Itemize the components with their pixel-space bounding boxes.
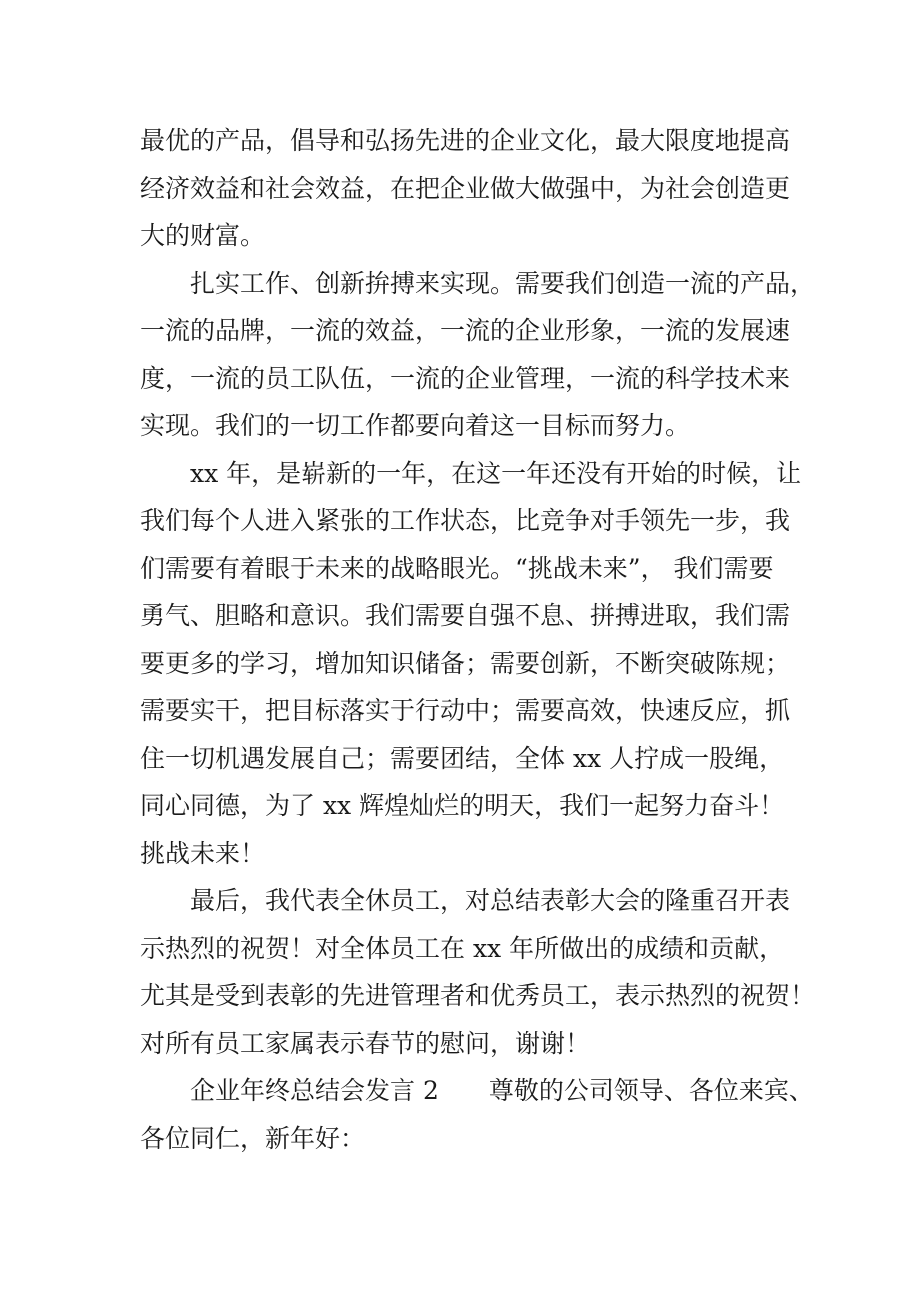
text-line: 住一切机遇发展自己；需要团结，全体 xx 人拧成一股绳， (140, 743, 785, 773)
text-line: 勇气、胆略和意识。我们需要自强不息、拼搏进取，我们需 (140, 601, 791, 630)
text-line: 大的财富。 (140, 221, 266, 250)
text-line: 尤其是受到表彰的先进管理者和优秀员工，表示热烈的祝贺！ (140, 981, 816, 1010)
text-line: 最优的产品，倡导和弘扬先进的企业文化，最大限度地提高 (140, 126, 791, 155)
text-line: 度，一流的员工队伍，一流的企业管理，一流的科学技术来 (140, 363, 791, 393)
text-line: 对所有员工家属表示春节的慰问，谢谢！ (140, 1028, 591, 1058)
text-line: 各位同仁，新年好： (140, 1123, 366, 1153)
paragraph-start-line: 最后，我代表全休员工，对总结表彰大会的隆重召开表 (190, 886, 791, 915)
text-line: 挑战未来！ (140, 838, 266, 868)
text-line: 们需要有着眼于未来的战略眼光。“挑战未来”， 我们需要 (140, 553, 774, 583)
section-heading-line: 企业年终总结会发言 2 尊敬的公司领导、各位来宾、 (190, 1076, 814, 1105)
text-line: 需要实干，把目标落实于行动中；需要高效，快速反应，抓 (140, 696, 791, 725)
text-line: 同心同德，为了 xx 辉煌灿烂的明天，我们一起努力奋斗！ (140, 791, 785, 820)
text-line: 一流的品牌，一流的效益，一流的企业形象，一流的发展速 (140, 316, 791, 345)
paragraph-start-line: 扎实工作、创新拚搏来实现。需要我们创造一流的产品， (190, 268, 816, 298)
document-body (140, 117, 816, 1162)
text-line: 示热烈的祝贺！对全体员工在 xx 年所做出的成绩和贡献， (140, 933, 785, 963)
text-line: 经济效益和社会效益，在把企业做大做强中，为社会创造更 (140, 173, 791, 203)
text-line: 实现。我们的一切工作都要向着这一目标而努力。 (140, 411, 691, 440)
text-line: 我们每个人进入紧张的工作状态，比竞争对手领先一步，我 (140, 506, 791, 535)
paragraph-start-line: xx 年，是崭新的一年，在这一年还没有开始的时候，让 (190, 458, 802, 488)
text-line: 要更多的学习，增加知识储备；需要创新，不断突破陈规； (140, 648, 791, 678)
